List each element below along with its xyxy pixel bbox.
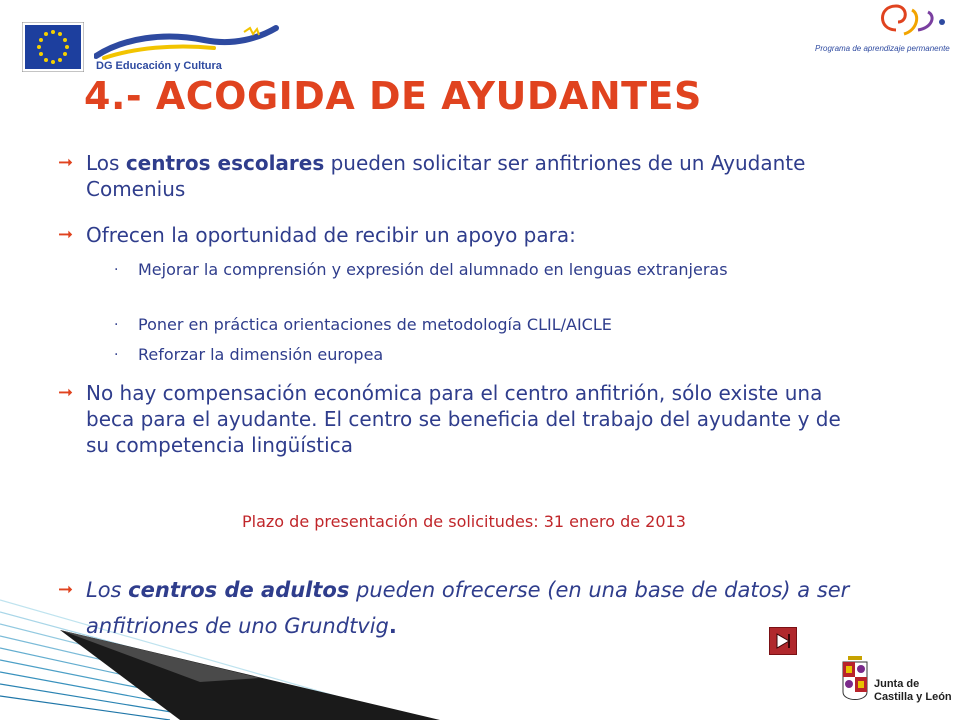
dot-bullet-icon: · bbox=[114, 347, 119, 363]
bullet-text: No hay compensación económica para el centro anfitrión, sólo existe una beca para el ayudante. El centro se beneficia del trabajo del ayudante y de su competencia lingüística bbox=[86, 381, 841, 457]
sub-bullet-languages bbox=[114, 259, 838, 281]
sub-bullet-european bbox=[114, 344, 838, 366]
dot-bullet-icon: · bbox=[114, 317, 119, 333]
bullet-text-before: Los bbox=[86, 151, 126, 175]
arrow-bullet-icon: ➞ bbox=[58, 382, 74, 403]
bullet-bold-text: centros de adultos bbox=[128, 578, 350, 602]
jcyl-line2: Castilla y León bbox=[874, 691, 952, 703]
bullet-text-before: Los bbox=[86, 578, 129, 602]
bullet-opportunity bbox=[58, 222, 866, 248]
sub-bullet-text: Poner en práctica orientaciones de metodología CLIL/AICLE bbox=[138, 315, 612, 334]
bullet-text-after: pueden solicitar ser anfitriones de un Ayudante Comenius bbox=[86, 151, 806, 201]
sub-bullet-text: Reforzar la dimensión europea bbox=[138, 345, 384, 364]
bullet-text: Ofrecen la oportunidad de recibir un apoyo para: bbox=[86, 223, 576, 247]
arrow-bullet-icon: ➞ bbox=[58, 152, 74, 173]
jcyl-line1: Junta de bbox=[874, 678, 920, 690]
bullet-adult-centres bbox=[58, 572, 876, 644]
bullet-end-period: . bbox=[388, 614, 397, 638]
next-slide-button[interactable] bbox=[769, 627, 797, 655]
dot-bullet-icon: · bbox=[114, 262, 119, 278]
junta-castilla-leon-logo bbox=[874, 678, 952, 704]
dg-caption: DG Educación y Cultura bbox=[96, 60, 222, 72]
bullet-schools bbox=[58, 150, 866, 202]
next-slide-icon bbox=[774, 632, 792, 650]
bullet-text-after: pueden ofrecerse (en una base de datos) a ser anfitriones de uno Grundtvig bbox=[86, 578, 850, 638]
programme-caption: Programa de aprendizaje permanente bbox=[815, 44, 950, 53]
sub-bullet-text: Mejorar la comprensión y expresión del alumnado en lenguas extranjeras bbox=[138, 260, 728, 279]
sub-bullet-clil bbox=[114, 314, 838, 336]
eu-flag-icon bbox=[22, 22, 84, 72]
arrow-bullet-icon: ➞ bbox=[58, 579, 74, 600]
bullet-compensation bbox=[58, 380, 866, 458]
bullet-bold-text: centros escolares bbox=[125, 151, 325, 175]
page-title: 4.- ACOGIDA DE AYUDANTES bbox=[84, 74, 702, 118]
arrow-bullet-icon: ➞ bbox=[58, 224, 74, 245]
deadline-text: Plazo de presentación de solicitudes: 31 enero de 2013 bbox=[242, 512, 686, 531]
castilla-leon-shield-icon bbox=[839, 652, 871, 712]
